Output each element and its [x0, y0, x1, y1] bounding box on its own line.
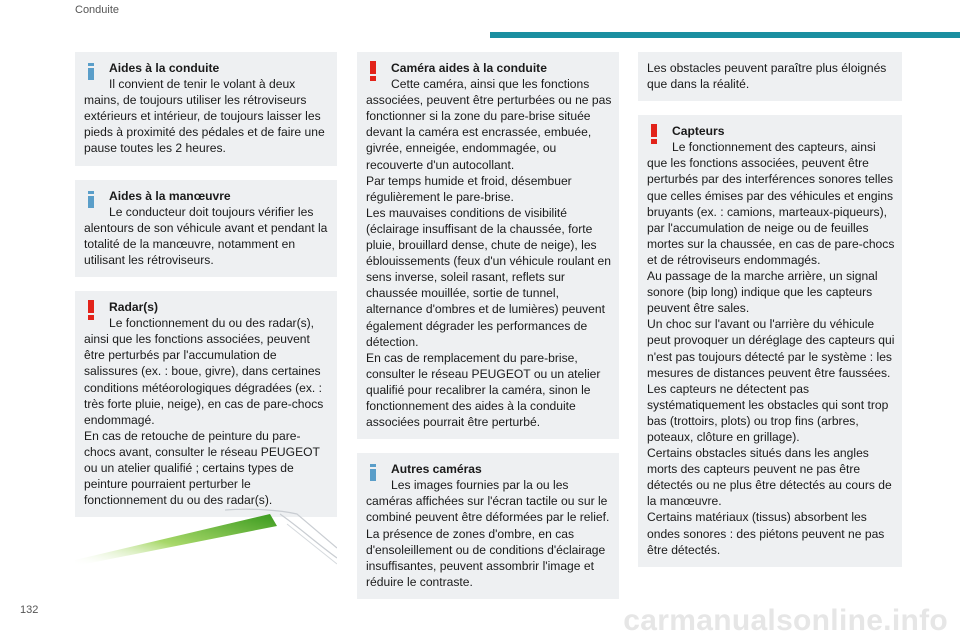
note-first-line: Les images fournies par la ou les	[391, 478, 569, 493]
note-paragraph: que les fonctions associées, peuvent être perturbés par des interférences sonores telles que celles émises par des véhicules et engins bruyants (ex. : camions, marteaux-piqueurs), par l'accumulation de neige ou de feuilles mortes sur la chaussée, en cas de pare-chocs et de rétroviseurs endommagés.	[647, 156, 895, 267]
info-icon	[370, 464, 376, 481]
column-middle	[357, 52, 619, 613]
note-paragraph: mains, de toujours utiliser les rétroviseurs extérieurs et intérieur, de toujours laisser les pieds à proximité des pédales et de faire une pause toutes les 2 heures.	[84, 93, 325, 156]
column-right	[638, 52, 902, 581]
note-paragraph: Certains obstacles situés dans les angles morts des capteurs peuvent ne pas être détectés ou ne plus être détectés au cours de la manœuvre.	[647, 446, 892, 509]
page-number: 132	[20, 604, 39, 616]
info-icon	[88, 63, 94, 80]
note-title: Caméra aides à la conduite	[391, 61, 547, 75]
note-paragraph: La présence de zones d'ombre, en cas d'ensoleillement ou de conditions d'éclairage insuffisantes, peuvent assombrir l'image et réduire le contraste.	[366, 526, 606, 589]
note-title: Radar(s)	[109, 300, 159, 315]
watermark: carmanualsonline.info	[623, 604, 948, 637]
note-paragraph: alentours de son véhicule avant et pendant la totalité de la manœuvre, notamment en utilisant les rétroviseurs.	[84, 220, 328, 267]
note-first-line: Le conducteur doit toujours vérifier les	[109, 204, 314, 219]
note-autres-cameras	[357, 453, 619, 599]
column-left	[75, 52, 337, 531]
detection-zone	[75, 514, 277, 566]
note-paragraph: Les mauvaises conditions de visibilité (éclairage insuffisant de la chaussée, forte pluie, brouillard dense, chute de neige), les éblouissements (feux d'un véhicule roulant en sens inverse, soleil rasant, reflets sur chaussée mouillée, sortie de tunnel, alternance d'ombres et de lumières) peuvent également dégrader les performances de détection.	[366, 205, 612, 349]
info-icon	[88, 191, 94, 208]
note-first-line: Le fonctionnement du ou des radar(s),	[109, 316, 315, 331]
note-first-line: Cette caméra, ainsi que les fonctions	[391, 77, 590, 92]
note-paragraph: caméras affichées sur l'écran tactile ou sur le combiné peuvent être déformées par le relief.	[366, 494, 610, 525]
note-capteurs	[638, 115, 902, 567]
pillar-outline	[280, 514, 337, 558]
note-title: Autres caméras	[391, 462, 482, 477]
warning-icon	[87, 300, 95, 320]
note-paragraph: Un choc sur l'avant ou l'arrière du véhicule peut provoquer un déréglage des capteurs qui n'est pas toujours détecté par le système : les mesures de distances peuvent être faussées.	[647, 317, 895, 380]
note-title: Aides à la manœuvre	[109, 188, 231, 203]
note-title: Aides à la conduite	[109, 61, 220, 75]
note-paragraph: Certains matériaux (tissus) absorbent les ondes sonores : des piétons peuvent ne pas être détectés.	[647, 510, 885, 557]
note-paragraph: Au passage de la marche arrière, un signal sonore (bip long) indique que les capteurs peuvent être sales.	[647, 269, 878, 316]
note-paragraph: Les obstacles peuvent paraître plus éloignés que dans la réalité.	[647, 61, 887, 92]
note-camera-aides	[357, 52, 619, 439]
camera-zone-illustration	[75, 502, 337, 582]
note-aides-conduite	[75, 52, 337, 166]
section-accent-bar	[490, 32, 960, 38]
note-paragraph: Par temps humide et froid, désembuer régulièrement le pare-brise.	[366, 173, 572, 204]
note-paragraph: ainsi que les fonctions associées, peuvent être perturbés par l'accumulation de salissures (ex. : boue, givre), dans certaines conditions météorologiques dégradées (ex. : très forte pluie, neige), en cas de pare-chocs endommagé.	[84, 332, 324, 427]
section-title: Conduite	[75, 4, 120, 16]
note-first-line: Il convient de tenir le volant à deux	[109, 77, 296, 92]
note-paragraph: En cas de remplacement du pare-brise, consulter le réseau PEUGEOT ou un atelier qualifié pour recalibrer la caméra, sinon le fonctionnement des aides à la conduite associées pourrait être perturbé.	[366, 350, 601, 430]
note-aides-manoeuvre	[75, 180, 337, 277]
note-paragraph: associées, peuvent être perturbées ou ne pas fonctionner si la zone du pare-brise située devant la caméra est encrassée, embuée, givrée, enneigée, endommagée, ou recouverte d'un autocollant.	[366, 93, 612, 172]
note-title: Capteurs	[672, 124, 725, 139]
windshield-edge	[287, 524, 337, 564]
note-obstacles-distance	[638, 52, 902, 101]
note-radars	[75, 291, 337, 517]
note-first-line: Le fonctionnement des capteurs, ainsi	[672, 140, 876, 155]
note-paragraph: En cas de retouche de peinture du pare-chocs avant, consulter le réseau PEUGEOT ou un atelier qualifié ; certains types de peinture pourraient perturber le fonctionnement du ou des radar(s).	[84, 428, 320, 508]
warning-icon	[650, 124, 658, 144]
warning-icon	[369, 61, 377, 81]
note-paragraph: Les capteurs ne détectent pas systématiquement les obstacles qui sont trop bas (trottoirs, plots) ou trop fins (arbres, poteaux, clôture en grillage).	[647, 381, 889, 444]
